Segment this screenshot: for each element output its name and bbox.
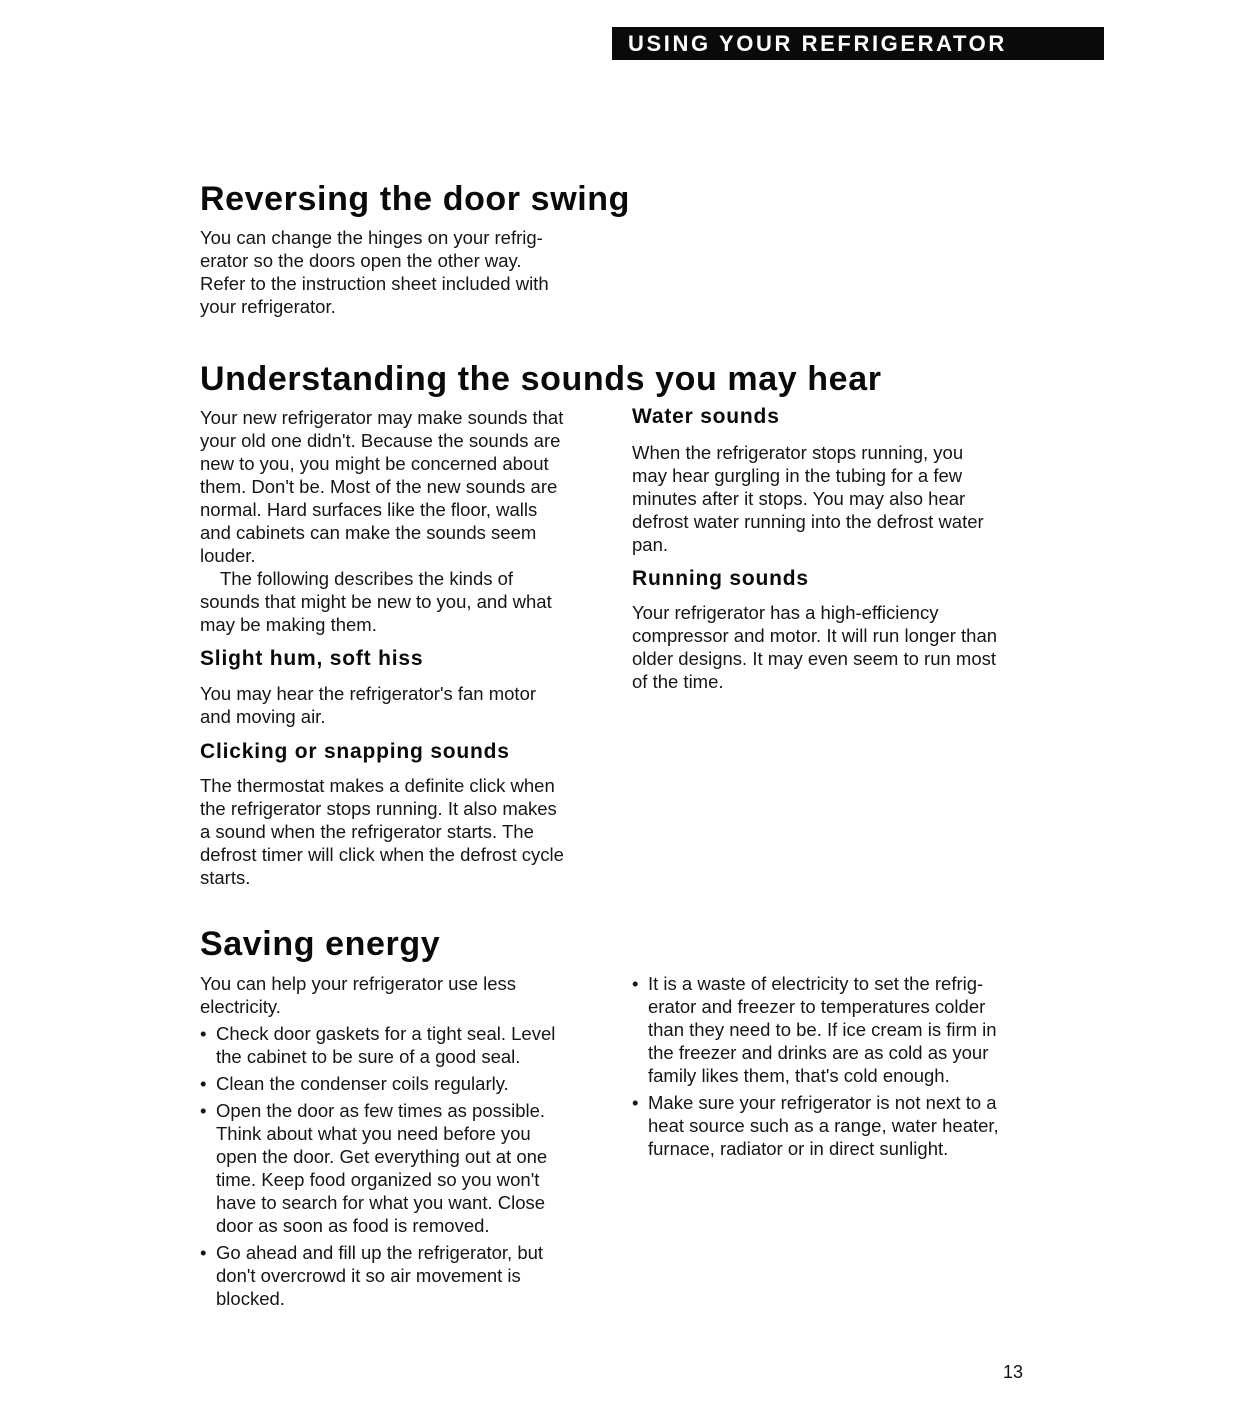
text-line: You can help your refrigerator use less [200, 973, 517, 994]
text-line: open the door. Get everything out at one [216, 1146, 548, 1167]
sounds-intro-paragraph-2 [200, 567, 552, 636]
section-banner: USING YOUR REFRIGERATOR [612, 27, 1104, 60]
clicking-paragraph [200, 774, 564, 889]
subheading-running-sounds: Running sounds [632, 567, 809, 590]
bullet-item [632, 1091, 999, 1160]
heading-saving-energy: Saving energy [200, 925, 441, 963]
bullet-item [200, 1241, 555, 1310]
text-line: the cabinet to be sure of a good seal. [216, 1046, 521, 1067]
text-line: compressor and motor. It will run longer than [632, 625, 998, 646]
energy-intro-paragraph [200, 972, 516, 1018]
text-line: Think about what you need before you [216, 1123, 531, 1144]
reversing-paragraph [200, 226, 549, 318]
bullet-item [200, 1099, 555, 1237]
text-line: your refrigerator. [200, 296, 336, 317]
water-paragraph [632, 441, 984, 556]
text-line: sounds that might be new to you, and what [200, 591, 552, 612]
text-line: The following describes the kinds of [220, 568, 514, 589]
running-paragraph [632, 601, 997, 693]
text-line: the refrigerator stops running. It also makes [200, 798, 557, 819]
text-line: them. Don't be. Most of the new sounds are [200, 476, 558, 497]
text-line: normal. Hard surfaces like the floor, walls [200, 499, 538, 520]
heading-understanding-sounds: Understanding the sounds you may hear [200, 360, 882, 398]
text-line: • It is a waste of electricity to set the refrig- [648, 973, 984, 994]
page-number: 13 [1003, 1362, 1024, 1382]
text-line: and moving air. [200, 706, 326, 727]
heading-reversing-door-swing: Reversing the door swing [200, 180, 631, 218]
text-line: When the refrigerator stops running, you [632, 442, 964, 463]
subheading-slight-hum: Slight hum, soft hiss [200, 647, 424, 670]
text-line: the freezer and drinks are as cold as your [648, 1042, 989, 1063]
text-line: may be making them. [200, 614, 377, 635]
text-line: defrost water running into the defrost water [632, 511, 984, 532]
text-line: door as soon as food is removed. [216, 1215, 490, 1236]
text-line: The thermostat makes a definite click when [200, 775, 555, 796]
text-line: • Open the door as few times as possible. [216, 1100, 546, 1121]
text-line: You may hear the refrigerator's fan motor [200, 683, 537, 704]
text-line: starts. [200, 867, 251, 888]
energy-left-bullets [200, 1022, 555, 1314]
text-line: family likes them, that's cold enough. [648, 1065, 950, 1086]
subheading-water-sounds: Water sounds [632, 405, 780, 428]
text-line: heat source such as a range, water heater, [648, 1115, 999, 1136]
text-line: Refer to the instruction sheet included with [200, 273, 549, 294]
text-line: louder. [200, 545, 256, 566]
text-line: defrost timer will click when the defrost cycle [200, 844, 564, 865]
slight-hum-paragraph [200, 682, 536, 728]
text-line: your old one didn't. Because the sounds are [200, 430, 561, 451]
text-line: blocked. [216, 1288, 285, 1309]
bullet-item [632, 972, 999, 1087]
text-line: Your new refrigerator may make sounds that [200, 407, 564, 428]
sounds-intro-paragraph [200, 406, 563, 567]
text-line: • Go ahead and fill up the refrigerator, but [216, 1242, 544, 1263]
bullet-item [200, 1022, 555, 1068]
text-line: erator and freezer to temperatures colder [648, 996, 986, 1017]
subheading-clicking-sounds: Clicking or snapping sounds [200, 740, 510, 763]
text-line: Your refrigerator has a high-efficiency [632, 602, 939, 623]
text-line: new to you, you might be concerned about [200, 453, 549, 474]
text-line: than they need to be. If ice cream is firm in [648, 1019, 997, 1040]
text-line: time. Keep food organized so you won't [216, 1169, 540, 1190]
text-line: You can change the hinges on your refrig- [200, 227, 543, 248]
text-line: erator so the doors open the other way. [200, 250, 522, 271]
text-line: • Check door gaskets for a tight seal. Level [216, 1023, 556, 1044]
text-line: furnace, radiator or in direct sunlight. [648, 1138, 949, 1159]
text-line: and cabinets can make the sounds seem [200, 522, 537, 543]
text-line: may hear gurgling in the tubing for a few [632, 465, 963, 486]
text-line: a sound when the refrigerator starts. The [200, 821, 534, 842]
text-line: • Clean the condenser coils regularly. [216, 1073, 509, 1094]
energy-right-bullets [632, 972, 999, 1164]
text-line: minutes after it stops. You may also hear [632, 488, 966, 509]
text-line: older designs. It may even seem to run most [632, 648, 997, 669]
text-line: pan. [632, 534, 669, 555]
text-line: electricity. [200, 996, 281, 1017]
text-line: • Make sure your refrigerator is not next to a [648, 1092, 997, 1113]
bullet-item [200, 1072, 555, 1095]
text-line: don't overcrowd it so air movement is [216, 1265, 521, 1286]
text-line: of the time. [632, 671, 724, 692]
text-line: have to search for what you want. Close [216, 1192, 546, 1213]
